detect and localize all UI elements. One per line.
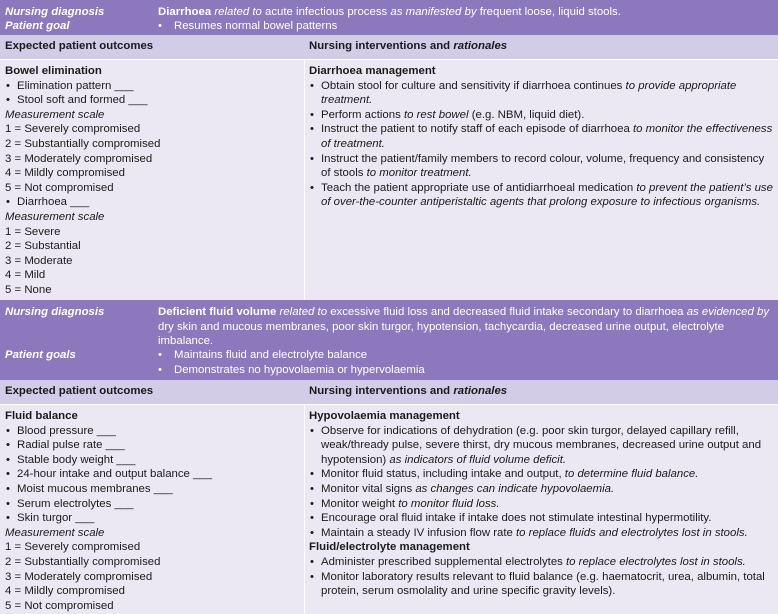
outcome-item: • 24-hour intake and output balance ___: [5, 467, 297, 482]
outcomes-column: [5, 64, 297, 298]
intervention-item: • Perform actions to rest bowel (e.g. NBM, liquid diet).: [309, 108, 773, 123]
intervention-item: • Monitor weight to monitor fluid loss.: [309, 497, 773, 512]
outcome-item: • Moist mucous membranes ___: [5, 482, 297, 497]
scale-item: 4 = Mildly compromised: [5, 585, 125, 598]
intervention-item: • Instruct the patient to notify staff of each episode of diarrhoea to monitor the effectiveness of treatment.: [309, 122, 773, 151]
intervention-title: Diarrhoea management: [309, 65, 436, 77]
intervention-item: • Monitor fluid status, including intake and output, to determine fluid balance.: [309, 467, 773, 482]
diagnosis-band-2: [0, 300, 778, 380]
diagnosis-label: Nursing diagnosis: [5, 6, 105, 18]
scale-item: 3 = Moderately compromised: [5, 152, 153, 165]
outcome-item: • Serum electrolytes ___: [5, 497, 297, 512]
diagnosis-statement: Deficient fluid volume related to excessive fluid loss and decreased fluid intake secondary to diarrhoea as evidenced by dry skin and mucous membranes, poor skin turgor, hypotension, tachycardia, decreased urine output, electrolyte imbalance.: [158, 306, 770, 348]
outcome-title: Fluid balance: [5, 410, 78, 422]
scale-item: 2 = Substantial: [5, 240, 81, 253]
diagnosis-statement: Diarrhoea related to acute infectious process as manifested by frequent loose, liquid stools.: [158, 6, 621, 18]
scale-label: Measurement scale: [5, 210, 105, 223]
interventions-header: Nursing interventions and rationales: [309, 40, 508, 52]
patient-goal-list: [158, 19, 772, 34]
intervention-item: • Monitor vital signs as changes can indicate hypovolaemia.: [309, 482, 773, 497]
intervention-item: • Encourage oral fluid intake if intake does not stimulate intestinal hypermotility.: [309, 511, 773, 526]
scale-item: 3 = Moderate: [5, 254, 73, 267]
intervention-item: • Administer prescribed supplemental electrolytes to replace electrolytes lost in stools.: [309, 555, 773, 570]
patient-goal: • Resumes normal bowel patterns: [158, 19, 772, 34]
goal-label: Patient goal: [5, 20, 70, 32]
column-divider: [304, 60, 305, 300]
intervention-title: Fluid/electrolyte management: [309, 541, 470, 554]
column-header-1: [0, 35, 778, 59]
scale-item: 1 = Severely compromised: [5, 541, 141, 554]
patient-goal: • Maintains fluid and electrolyte balance: [158, 348, 772, 363]
outcome-item: • Skin turgor ___: [5, 511, 297, 526]
column-header-2: [0, 380, 778, 404]
outcomes-column: [5, 409, 297, 613]
scale-item: 5 = Not compromised: [5, 181, 114, 194]
section-body-1: [0, 60, 778, 300]
outcomes-header: Expected patient outcomes: [5, 385, 154, 397]
interventions-column: [309, 64, 773, 210]
outcome-item: • Elimination pattern ___: [5, 79, 297, 94]
intervention-item: • Instruct the patient/family members to record colour, volume, frequency and consistency of stools to monitor treatment.: [309, 152, 773, 181]
outcome-item: • Diarrhoea ___: [5, 195, 297, 210]
patient-goal: • Demonstrates no hypovolaemia or hypervolaemia: [158, 363, 772, 378]
diagnosis-label: Nursing diagnosis: [5, 306, 105, 318]
column-divider: [304, 405, 305, 614]
outcome-item: • Radial pulse rate ___: [5, 438, 297, 453]
outcome-title: Bowel elimination: [5, 65, 102, 77]
outcome-item: • Stable body weight ___: [5, 453, 297, 468]
scale-item: 1 = Severe: [5, 225, 61, 238]
scale-item: 4 = Mildly compromised: [5, 167, 125, 180]
diagnosis-band-1: [0, 0, 778, 35]
outcome-item: • Stool soft and formed ___: [5, 93, 297, 108]
scale-item: 3 = Moderately compromised: [5, 570, 153, 583]
goal-label: Patient goals: [5, 349, 76, 361]
outcome-item: • Blood pressure ___: [5, 424, 297, 439]
interventions-column: [309, 409, 773, 599]
intervention-item: • Observe for indications of dehydration (e.g. poor skin turgor, delayed capillary refill, weak/thready pulse, severe thirst, dry mucous membranes, decreased urine output and hypotension) as indicators of fluid volume deficit.: [309, 424, 773, 468]
patient-goal-list: [158, 348, 772, 377]
scale-item: 2 = Substantially compromised: [5, 555, 161, 568]
intervention-item: • Obtain stool for culture and sensitivity if diarrhoea continues to provide appropriate treatment.: [309, 79, 773, 108]
intervention-title: Hypovolaemia management: [309, 410, 460, 422]
scale-label: Measurement scale: [5, 526, 105, 539]
intervention-item: • Maintain a steady IV infusion flow rate to replace fluids and electrolytes lost in stools.: [309, 526, 773, 541]
intervention-item: • Teach the patient appropriate use of antidiarrhoeal medication to prevent the patient’s use of over-the-counter antiperistaltic agents that prolong exposure to infectious organisms.: [309, 181, 773, 210]
section-body-2: [0, 405, 778, 614]
intervention-item: • Monitor laboratory results relevant to fluid balance (e.g. haematocrit, urea, albumin, total protein, serum osmolality and urine specific gravity levels).: [309, 570, 773, 599]
scale-item: 4 = Mild: [5, 269, 46, 282]
outcomes-header: Expected patient outcomes: [5, 40, 154, 52]
scale-item: 2 = Substantially compromised: [5, 137, 161, 150]
scale-item: 1 = Severely compromised: [5, 123, 141, 136]
scale-label: Measurement scale: [5, 108, 105, 121]
interventions-header: Nursing interventions and rationales: [309, 385, 508, 397]
scale-item: 5 = Not compromised: [5, 599, 114, 612]
scale-item: 5 = None: [5, 283, 52, 296]
